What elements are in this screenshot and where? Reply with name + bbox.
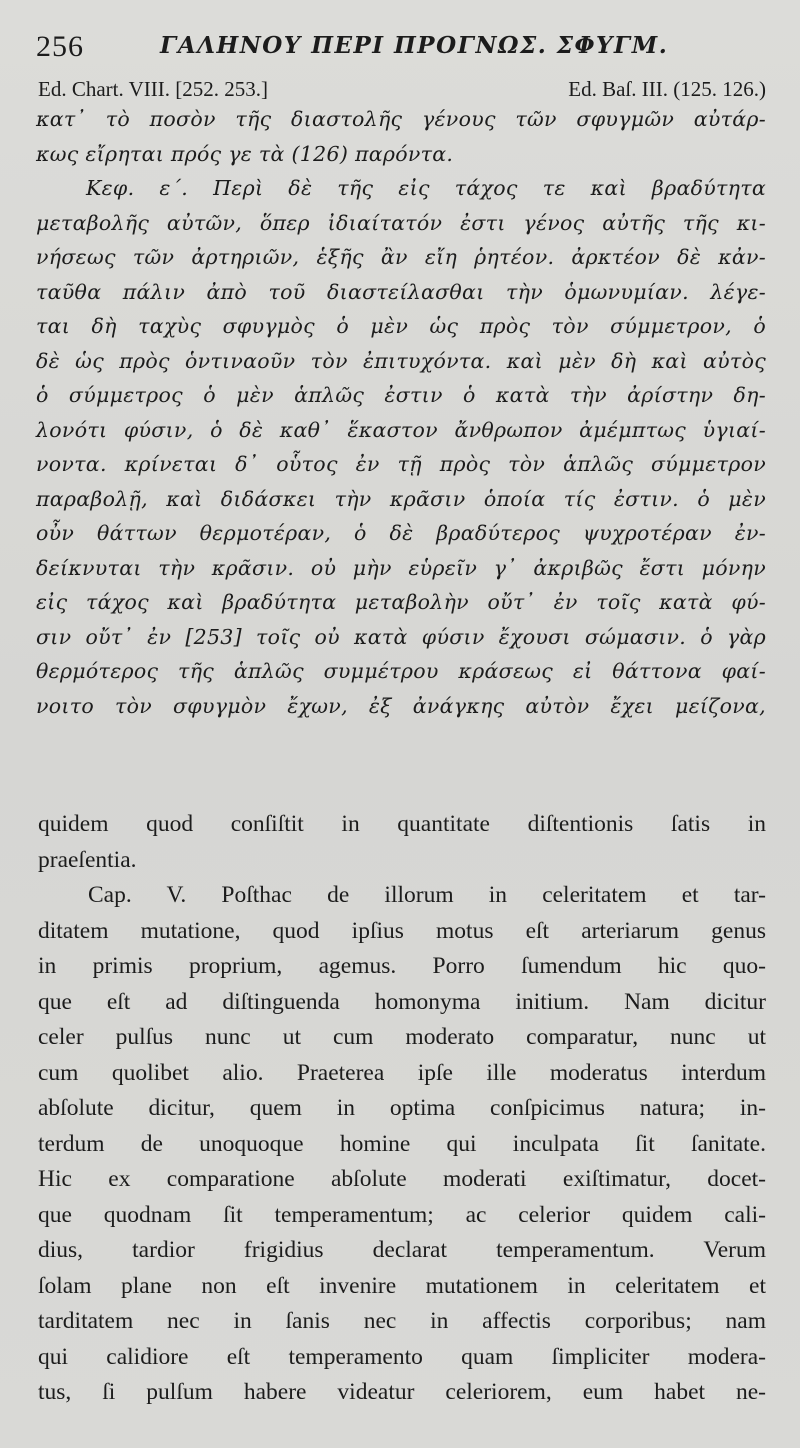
latin-line: que eſt ad diſtinguenda homonyma initium. Nam dicitur xyxy=(38,988,766,1015)
latin-line: in primis proprium, agemus. Porro ſumendum hic quo- xyxy=(38,953,766,979)
greek-line: κατ᾽ τὸ ποσὸν τῆς διαστολῆς γένους τῶν σφυγμῶν αὐτάρ- xyxy=(36,107,766,131)
edition-reference-line xyxy=(38,77,766,103)
latin-line: abſolute dicitur, quem in optima conſpicimus natura; in- xyxy=(38,1095,766,1121)
running-title: ΓΑΛΗΝΟΥ ΠΕΡΙ ΠΡΟΓΝΩΣ. ΣΦΥΓΜ. xyxy=(160,32,669,59)
latin-line: terdum de unoquoque homine qui inculpata ſit ſanitate. xyxy=(38,1130,766,1157)
latin-line: dius, tardior frigidius declarat temperamentum. Verum xyxy=(38,1237,766,1263)
latin-line: praeſentia. xyxy=(38,846,137,873)
greek-line: δείκνυται τὴν κρᾶσιν. οὐ μὴν εὑρεῖν γ᾽ ἀκριβῶς ἔστι μόνην xyxy=(36,555,766,580)
latin-line: ditatem mutatione, quod ipſius motus eſt arteriarum genus xyxy=(38,917,766,944)
greek-text-block xyxy=(36,102,766,723)
greek-line: νοντα. κρίνεται δ᾽ οὗτος ἐν τῇ πρὸς τὸν ἁπλῶς σύμμετρον xyxy=(36,452,766,476)
greek-line: θερμότερος τῆς ἁπλῶς συμμέτρου κράσεως εἰ θάττονα φαί- xyxy=(36,659,766,683)
latin-text-block xyxy=(38,807,766,1411)
edition-reference-basel: Ed. Baſ. III. (125. 126.) xyxy=(568,77,766,101)
greek-line: παραβολῇ, καὶ διδάσκει τὴν κρᾶσιν ὁποία τίς ἐστιν. ὁ μὲν xyxy=(36,486,766,511)
latin-line: quidem quod conſiſtit in quantitate diſtentionis ſatis in xyxy=(38,811,766,837)
greek-line: κως εἴρηται πρός γε τὰ (126) παρόντα. xyxy=(36,141,454,166)
latin-line: celer pulſus nunc ut cum moderato comparatur, nunc ut xyxy=(38,1024,766,1050)
edition-reference-chartier: Ed. Chart. VIII. [252. 253.] xyxy=(38,77,268,101)
latin-line: que quodnam ſit temperamentum; ac celerior quidem cali- xyxy=(38,1201,766,1228)
latin-line: ſolam plane non eſt invenire mutationem in celeritatem et xyxy=(38,1272,766,1299)
greek-line: ται δὴ ταχὺς σφυγμὸς ὁ μὲν ὡς πρὸς τὸν σύμμετρον, ὁ xyxy=(36,314,766,338)
page-header xyxy=(36,30,764,66)
greek-line: εἰς τάχος καὶ βραδύτητα μεταβολὴν οὔτ᾽ ἐν τοῖς κατὰ φύ- xyxy=(36,590,766,614)
greek-line: οὖν θάττων θερμοτέραν, ὁ δὲ βραδύτερος ψυχροτέραν ἐν- xyxy=(36,521,766,545)
latin-line: tarditatem nec in ſanis nec in affectis corporibus; nam xyxy=(38,1308,766,1334)
latin-line: Hic ex comparatione abſolute moderati exiſtimatur, docet- xyxy=(38,1166,766,1192)
page-number: 256 xyxy=(36,30,84,63)
latin-line: tus, ſi pulſum habere videatur celeriorem, eum habet ne- xyxy=(38,1379,766,1405)
greek-line: ταῦθα πάλιν ἀπὸ τοῦ διαστείλασθαι τὴν ὁμωνυμίαν. λέγε- xyxy=(36,279,766,304)
greek-line: δὲ ὡς πρὸς ὁντιναοῦν τὸν ἐπιτυχόντα. καὶ μὲν δὴ καὶ αὐτὸς xyxy=(36,348,766,373)
greek-line: Κεφ. ε΄. Περὶ δὲ τῆς εἰς τάχος τε καὶ βραδύτητα xyxy=(86,176,766,200)
latin-line: Cap. V. Poſthac de illorum in celeritatem et tar- xyxy=(88,882,766,908)
greek-line: ὁ σύμμετρος ὁ μὲν ἁπλῶς ἐστιν ὁ κατὰ τὴν ἀρίστην δη- xyxy=(36,383,766,407)
greek-line: σιν οὔτ᾽ ἐν [253] τοῖς οὐ κατὰ φύσιν ἔχουσι σώμασιν. ὁ γὰρ xyxy=(36,624,766,649)
greek-line: νοιτο τὸν σφυγμὸν ἔχων, ἐξ ἀνάγκης αὐτὸν ἔχει μείζονα, xyxy=(36,693,766,718)
greek-line: νήσεως τῶν ἀρτηριῶν, ἑξῆς ἂν εἴη ῥητέον. ἀρκτέον δὲ κἀν- xyxy=(36,245,766,269)
greek-line: λονότι φύσιν, ὁ δὲ καθ᾽ ἕκαστον ἄνθρωπον ἀμέμπτως ὑγιαί- xyxy=(36,417,766,442)
latin-line: cum quolibet alio. Praeterea ipſe ille moderatus interdum xyxy=(38,1059,766,1086)
latin-line: qui calidiore eſt temperamento quam ſimpliciter modera- xyxy=(38,1343,766,1370)
greek-line: μεταβολῆς αὐτῶν, ὅπερ ἰδιαίτατόν ἐστι γένος αὐτῆς τῆς κι- xyxy=(36,210,766,235)
